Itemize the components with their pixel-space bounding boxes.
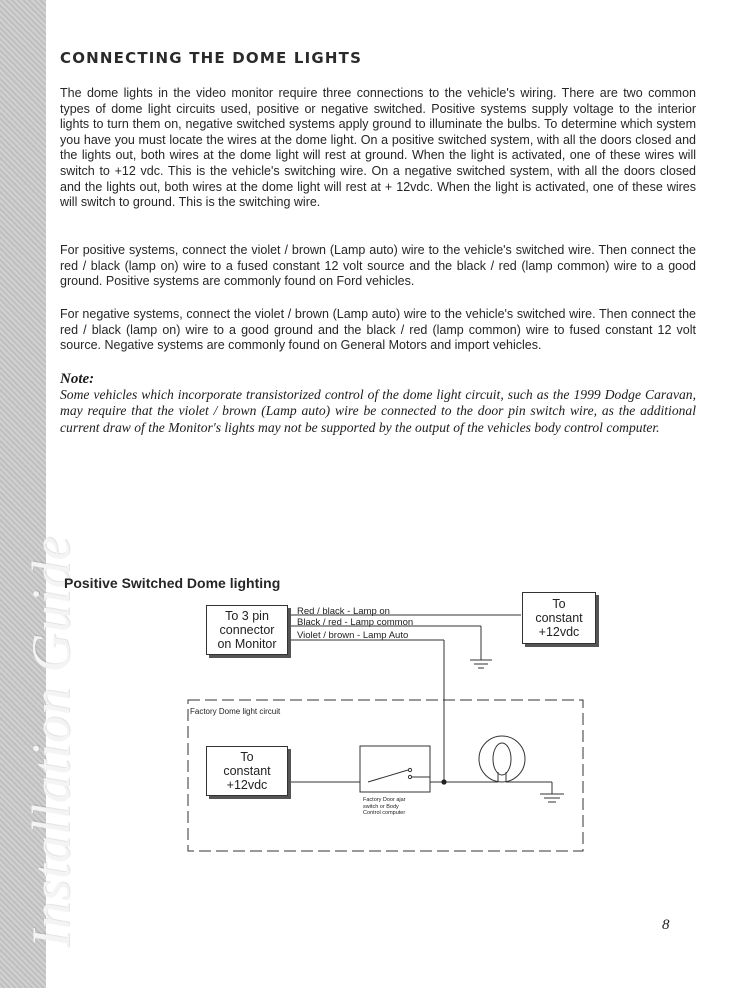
intro-paragraph: The dome lights in the video monitor require three connections to the vehicle's wiring. There are two common types of dome light circuits used, positive or negative switched. Positive systems supply voltage to the interior lights to turn them on, negative switched systems apply ground to illuminate the bulbs. To determine which system you have you must locate the wires at the dome light. On a positive switched system, with all the doors closed and the lights out, both wires at the dome light will rest at ground. When the light is activated, one of these wires will switch to +12 vdc. This is the vehicle's switching wire. On a negative switched system, with all the doors closed and the lights out, both wires at the dome light will rest at + 12vdc. When the light is activated, one of these wires will switch to ground. This is the switching wire.	[60, 86, 696, 210]
section-heading: CONNECTING THE DOME LIGHTS	[60, 49, 363, 67]
switch-contact-2	[408, 775, 411, 778]
connector-box-line-2: connector	[219, 623, 275, 637]
switch-label-line-1: Factory Door ajar	[363, 797, 406, 803]
constant-box-top-line-1: To	[552, 597, 566, 611]
switch-label-line-3: Control computer	[363, 810, 406, 816]
switch-label-line-2: switch or Body	[363, 803, 399, 810]
door-switch-lever	[368, 770, 408, 782]
constant-box-circuit-line-2: constant	[223, 764, 271, 778]
constant-12v-box-circuit	[206, 746, 288, 796]
constant-12v-box-top	[522, 592, 596, 644]
connector-box-line-3: on Monitor	[217, 637, 277, 651]
page-number: 8	[662, 917, 670, 933]
monitor-connector-box	[206, 605, 288, 655]
door-switch-label	[363, 797, 406, 817]
constant-box-top-line-3: +12vdc	[538, 625, 580, 639]
wire-junction-dot	[441, 779, 446, 784]
wire-label-violet-brown: Violet / brown - Lamp Auto	[297, 630, 409, 641]
constant-box-top-line-2: constant	[535, 611, 583, 625]
door-switch-box	[360, 746, 430, 792]
positive-systems-paragraph: For positive systems, connect the violet / brown (Lamp auto) wire to the vehicle's switched wire. Then connect the red / black (lamp on) wire to a fused constant 12 volt source and the black / red (lamp common) wire to a good ground. Positive systems are commonly found on Ford vehicles.	[60, 243, 696, 289]
connector-box-line-1: To 3 pin	[225, 609, 269, 623]
wire-label-red-black: Red / black - Lamp on	[297, 606, 390, 617]
diagram-title: Positive Switched Dome lighting	[64, 575, 281, 591]
constant-box-circuit-line-1: To	[240, 750, 254, 764]
ground-symbol-top	[470, 660, 492, 668]
negative-systems-paragraph: For negative systems, connect the violet / brown (Lamp auto) wire to the vehicle's switched wire. Then connect the red / black (lamp on) wire to a good ground and the black / red (lamp common) wire to fused constant 12 volt source. Negative systems are commonly found on General Motors and import vehicles.	[60, 307, 696, 353]
note-text: Some vehicles which incorporate transistorized control of the dome light circuit, such as the 1999 Dodge Caravan, may require that the violet / brown (Lamp auto) wire be connected to the door pin switch wire, as the additional current draw of the Monitor's lights may not be supported by the output of the vehicles body control computer.	[60, 387, 696, 435]
factory-circuit-label: Factory Dome light circuit	[190, 707, 281, 716]
switch-contact-1	[408, 768, 411, 771]
ground-symbol-circuit	[540, 794, 564, 802]
note-title: Note:	[60, 371, 95, 387]
constant-box-circuit-line-3: +12vdc	[226, 778, 268, 792]
wire-label-black-red: Black / red - Lamp common	[297, 617, 414, 628]
side-tab-title: Installation Guide	[21, 535, 81, 948]
